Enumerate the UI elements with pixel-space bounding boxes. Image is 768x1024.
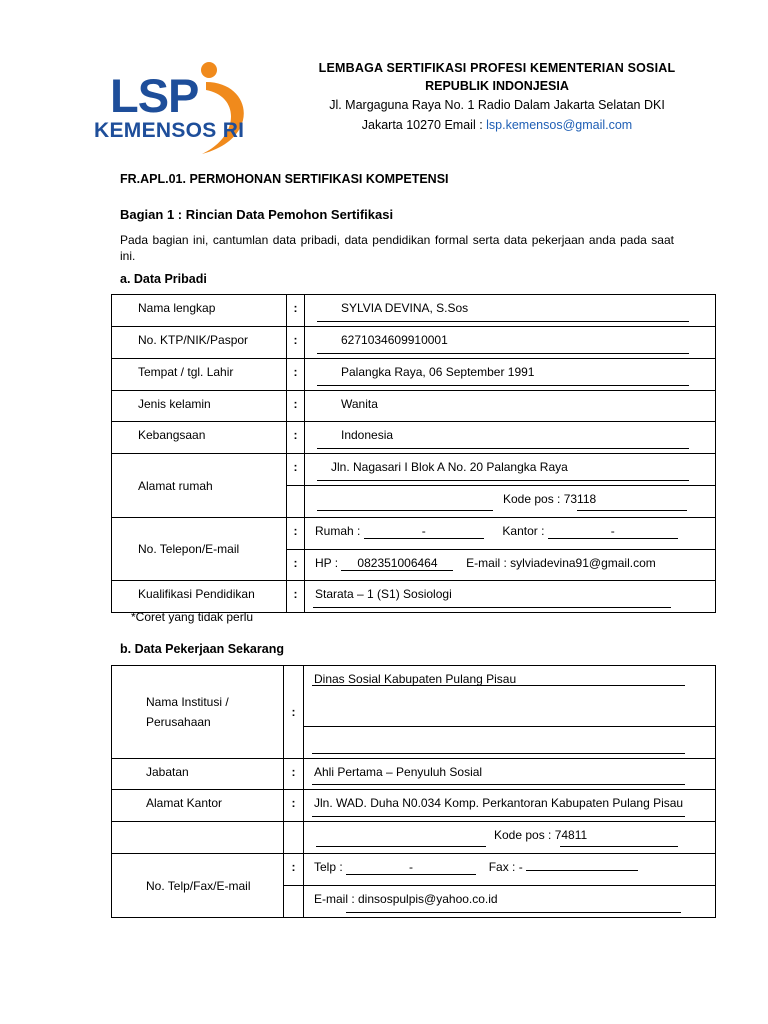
colon: : <box>287 550 305 581</box>
institution-field[interactable] <box>304 666 716 727</box>
colon: : <box>287 359 305 391</box>
header-email-link[interactable]: lsp.kemensos@gmail.com <box>486 118 633 132</box>
institution-field-2[interactable] <box>304 727 716 759</box>
header-country: REPUBLIK INDONJESIA <box>425 79 569 93</box>
education-value: Starata – 1 (S1) Sosiologi <box>315 587 452 601</box>
hp-value: 082351006464 <box>341 556 453 571</box>
table-row <box>112 666 716 727</box>
birth-label: Tempat / tgl. Lahir <box>112 359 287 391</box>
colon: : <box>284 666 304 759</box>
home-value: - <box>364 524 484 539</box>
office-address-value: Jln. WAD. Duha N0.034 Komp. Perkantoran Kabupaten Pulang Pisau <box>314 796 684 810</box>
position-field[interactable] <box>304 759 716 790</box>
id-value: 6271034609910001 <box>341 333 448 347</box>
email-label: E-mail : <box>466 556 507 570</box>
telp-label: Telp : <box>314 860 343 874</box>
header-city: Jakarta 10270 Email : <box>361 118 487 132</box>
table-row <box>112 854 716 886</box>
colon: : <box>284 759 304 790</box>
colon: : <box>287 518 305 550</box>
logo-kemensos-text: KEMENSOS RI <box>94 119 245 142</box>
header-institution: LEMBAGA SERTIFIKASI PROFESI KEMENTERIAN SOSIAL <box>318 61 676 75</box>
colon-empty <box>284 886 304 918</box>
institution-label-line1: Nama Institusi / <box>146 695 229 709</box>
table-row <box>112 581 716 613</box>
section-title: Bagian 1 : Rincian Data Pemohon Sertifikasi <box>120 207 394 222</box>
colon: : <box>287 581 305 613</box>
birth-field[interactable] <box>305 359 716 391</box>
table-row <box>112 454 716 486</box>
name-field[interactable] <box>305 295 716 327</box>
form-title: FR.APL.01. PERMOHONAN SERTIFIKASI KOMPETENSI <box>120 172 449 186</box>
office-postcode: Kode pos : 74811 <box>494 828 588 842</box>
colon: : <box>287 327 305 359</box>
colon: : <box>284 790 304 822</box>
education-field[interactable] <box>305 581 716 613</box>
table-row <box>112 327 716 359</box>
intro-paragraph: Pada bagian ini, cantumlan data pribadi, data pendidikan formal serta data pekerjaan anda pada saat ini. <box>120 233 674 263</box>
table-row <box>112 759 716 790</box>
work-data-table <box>111 665 716 918</box>
office-phone-value: - <box>548 524 678 539</box>
name-value: SYLVIA DEVINA, S.Sos <box>341 301 469 315</box>
hp-label: HP : <box>315 556 339 570</box>
table-row <box>112 422 716 454</box>
table-row <box>112 518 716 550</box>
birth-value: Palangka Raya, 06 September 1991 <box>341 365 535 379</box>
table-row <box>112 295 716 327</box>
institution-label <box>112 666 284 759</box>
contact-label: No. Telp/Fax/E-mail <box>112 854 284 918</box>
telp-value: - <box>346 860 476 875</box>
address-field[interactable] <box>305 454 716 486</box>
colon-empty <box>284 822 304 854</box>
header-address: Jl. Margaguna Raya No. 1 Radio Dalam Jakarta Selatan DKI <box>329 98 665 112</box>
fax-label: Fax : - <box>488 860 523 874</box>
phone-label: No. Telepon/E-mail <box>112 518 287 581</box>
gender-field[interactable] <box>305 391 716 422</box>
work-data-heading: b. Data Pekerjaan Sekarang <box>120 642 284 656</box>
id-label: No. KTP/NIK/Paspor <box>112 327 287 359</box>
colon-empty <box>287 486 305 518</box>
nationality-label: Kebangsaan <box>112 422 287 454</box>
address-value: Jln. Nagasari I Blok A No. 20 Palangka Raya <box>331 460 568 474</box>
table-row <box>112 790 716 822</box>
office-postcode-field[interactable] <box>304 822 716 854</box>
address-postcode: Kode pos : 73118 <box>503 492 597 506</box>
colon: : <box>284 854 304 886</box>
address-label: Alamat rumah <box>112 454 287 518</box>
position-label: Jabatan <box>112 759 284 790</box>
home-label: Rumah : <box>315 524 361 538</box>
position-value: Ahli Pertama – Penyuluh Sosial <box>314 765 483 779</box>
fax-underline <box>526 870 638 871</box>
telp-fax-field[interactable] <box>304 854 716 886</box>
phone-hp-field[interactable] <box>305 550 716 581</box>
work-email-field[interactable] <box>304 886 716 918</box>
email-value: sylviadevina91@gmail.com <box>510 556 656 570</box>
personal-data-heading: a. Data Pribadi <box>120 272 207 286</box>
education-label: Kualifikasi Pendidikan <box>112 581 287 613</box>
colon: : <box>287 391 305 422</box>
colon: : <box>287 454 305 486</box>
nationality-value: Indonesia <box>341 428 394 442</box>
table-row <box>112 822 716 854</box>
institution-value: Dinas Sosial Kabupaten Pulang Pisau <box>314 672 517 686</box>
office-address-label: Alamat Kantor <box>112 790 284 822</box>
phone-home-field[interactable] <box>305 518 716 550</box>
office-address-field[interactable] <box>304 790 716 822</box>
address-postcode-field[interactable] <box>305 486 716 518</box>
colon: : <box>287 422 305 454</box>
table-row <box>112 391 716 422</box>
lsp-logo <box>94 60 256 156</box>
colon: : <box>287 295 305 327</box>
strike-note: *Coret yang tidak perlu <box>131 610 254 624</box>
table-row <box>112 359 716 391</box>
id-field[interactable] <box>305 327 716 359</box>
gender-value: Wanita <box>341 397 378 411</box>
header-contact <box>272 119 722 132</box>
office-phone-label: Kantor : <box>502 524 545 538</box>
institution-label-line2: Perusahaan <box>146 715 211 729</box>
gender-label: Jenis kelamin <box>112 391 287 422</box>
work-email: E-mail : dinsospulpis@yahoo.co.id <box>314 892 498 906</box>
name-label: Nama lengkap <box>112 295 287 327</box>
nationality-field[interactable] <box>305 422 716 454</box>
personal-data-table <box>111 294 716 613</box>
empty-cell <box>112 822 284 854</box>
logo-lsp-text: LSP <box>110 69 199 122</box>
